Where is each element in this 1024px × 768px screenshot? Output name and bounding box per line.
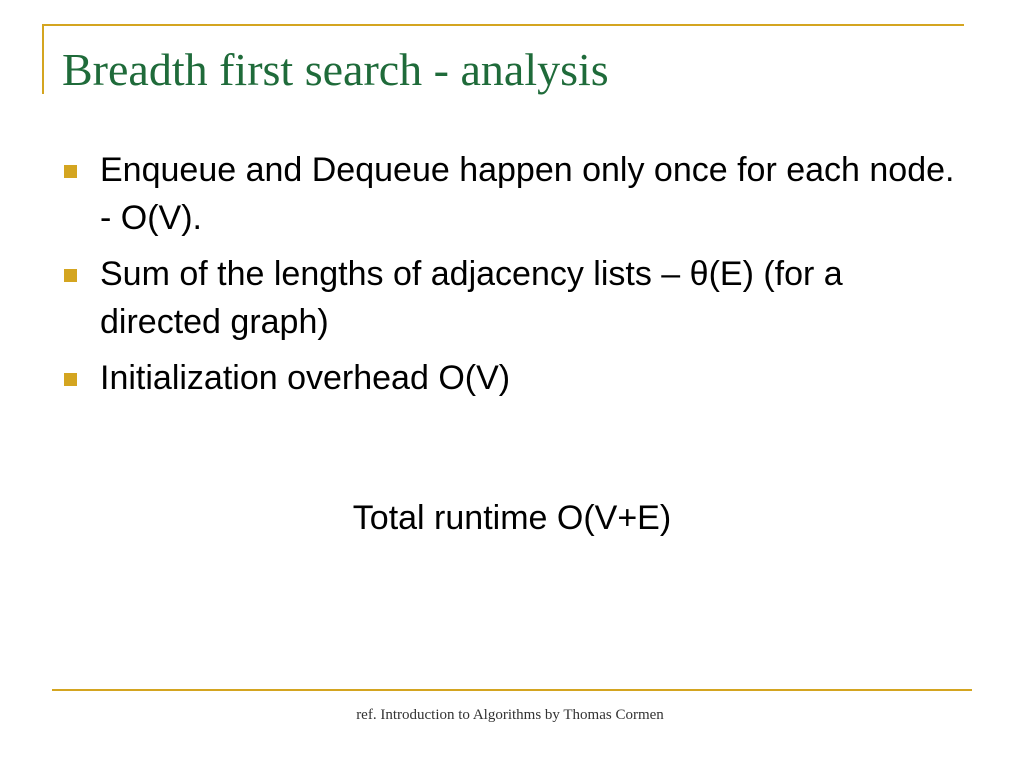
bullet-item (64, 250, 964, 346)
footer-reference: ref. Introduction to Algorithms by Thomas Cormen (356, 707, 664, 723)
bullet-square-icon (64, 165, 77, 178)
slide-title: Breadth first search - analysis (62, 44, 609, 95)
total-runtime: Total runtime O(V+E) (352, 499, 672, 537)
bullet-square-icon (64, 269, 77, 282)
bullet-item (64, 146, 1002, 242)
bullet-item (64, 354, 964, 402)
footer-rule (52, 689, 972, 691)
bullet-text: Initialization overhead O(V) (100, 359, 511, 397)
bullet-text: Sum of the lengths of adjacency lists – θ(E) (for a directed graph) (100, 255, 853, 341)
bullet-square-icon (64, 373, 77, 386)
title-frame-left-rule (42, 24, 44, 94)
bullet-list (64, 146, 1002, 410)
bullet-text: Enqueue and Dequeue happen only once for each node. - O(V). (100, 151, 1002, 237)
title-frame-top-rule (42, 24, 964, 26)
